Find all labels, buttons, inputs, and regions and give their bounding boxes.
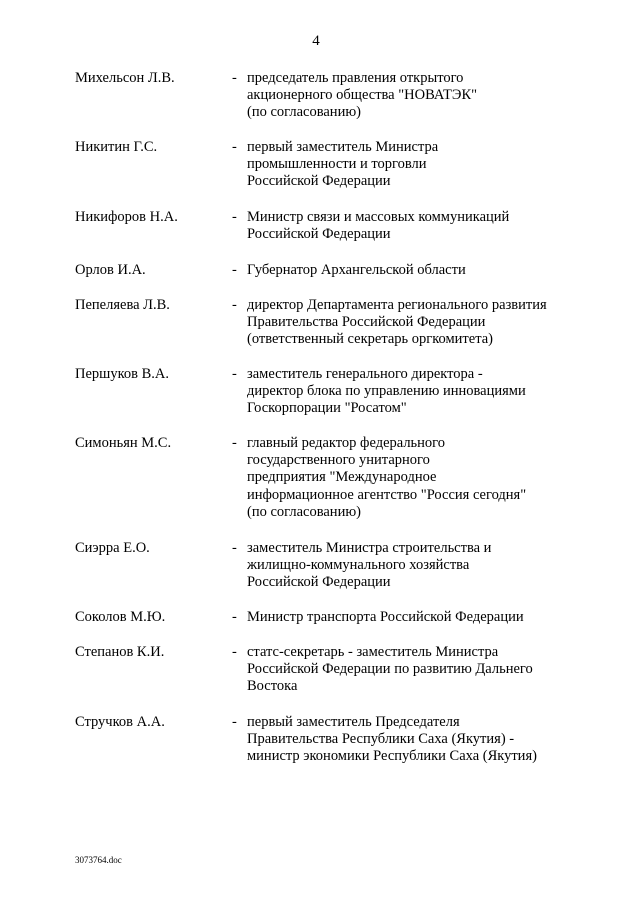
role-line: статс-секретарь - заместитель Министра: [247, 644, 499, 660]
role-line: директор Департамента регионального развития: [247, 297, 547, 313]
person-name: Орлов И.А.: [75, 262, 146, 278]
dash: -: [232, 209, 237, 225]
person-role: [247, 366, 587, 418]
person-name: Никитин Г.С.: [75, 139, 158, 155]
role-line: информационное агентство "Россия сегодня": [247, 486, 527, 503]
role-line: Правительства Республики Саха (Якутия) -: [247, 731, 515, 748]
dash: -: [232, 366, 237, 382]
person-name: Сиэрра Е.О.: [75, 540, 150, 556]
document-filename: 3073764.doc: [75, 855, 122, 865]
person-name: Пепеляева Л.В.: [75, 297, 170, 313]
role-line: первый заместитель Председателя: [247, 714, 460, 730]
dash: -: [232, 70, 237, 86]
dash: -: [232, 609, 237, 625]
role-line: Российской Федерации: [247, 226, 391, 243]
dash: -: [232, 297, 237, 313]
role-line: министр экономики Республики Саха (Якутия): [247, 748, 537, 765]
role-line: государственного унитарного: [247, 452, 430, 469]
role-line: первый заместитель Министра: [247, 139, 439, 155]
person-role: [247, 262, 587, 279]
dash: -: [232, 139, 237, 155]
person-name: Степанов К.И.: [75, 644, 165, 660]
role-line: заместитель Министра строительства и: [247, 540, 492, 556]
role-line: Губернатор Архангельской области: [247, 262, 466, 278]
role-line: Правительства Российской Федерации: [247, 314, 486, 331]
role-line: председатель правления открытого: [247, 70, 464, 86]
dash: -: [232, 435, 237, 451]
role-line: директор блока по управлению инновациями: [247, 383, 526, 400]
person-role: [247, 540, 587, 592]
person-name: Симоньян М.С.: [75, 435, 172, 451]
person-name: Михельсон Л.В.: [75, 70, 175, 86]
person-role: [247, 609, 587, 626]
person-name: Стручков А.А.: [75, 714, 165, 730]
person-role: [247, 714, 587, 766]
role-line: Российской Федерации: [247, 574, 391, 591]
person-role: [247, 435, 587, 521]
role-line: жилищно-коммунального хозяйства: [247, 557, 470, 574]
dash: -: [232, 540, 237, 556]
person-name: Соколов М.Ю.: [75, 609, 166, 625]
page-number: 4: [312, 33, 320, 49]
person-role: [247, 209, 587, 243]
role-line: заместитель генерального директора -: [247, 366, 483, 382]
person-role: [247, 70, 587, 122]
role-line: Министр транспорта Российской Федерации: [247, 609, 524, 625]
role-line: Министр связи и массовых коммуникаций: [247, 209, 510, 225]
dash: -: [232, 714, 237, 730]
role-line: главный редактор федерального: [247, 435, 446, 451]
role-line: (ответственный секретарь оргкомитета): [247, 331, 493, 348]
role-line: Востока: [247, 678, 298, 695]
role-line: Российской Федерации: [247, 173, 391, 190]
role-line: Российской Федерации по развитию Дальнего: [247, 661, 533, 678]
role-line: промышленности и торговли: [247, 156, 427, 173]
person-name: Першуков В.А.: [75, 366, 169, 382]
role-line: Госкорпорации "Росатом": [247, 400, 407, 417]
role-line: предприятия "Международное: [247, 469, 437, 486]
role-line: (по согласованию): [247, 104, 361, 121]
person-role: [247, 644, 587, 696]
role-line: акционерного общества "НОВАТЭК": [247, 87, 478, 104]
person-role: [247, 139, 587, 191]
dash: -: [232, 644, 237, 660]
dash: -: [232, 262, 237, 278]
role-line: (по согласованию): [247, 503, 361, 520]
person-name: Никифоров Н.А.: [75, 209, 178, 225]
person-role: [247, 297, 587, 349]
